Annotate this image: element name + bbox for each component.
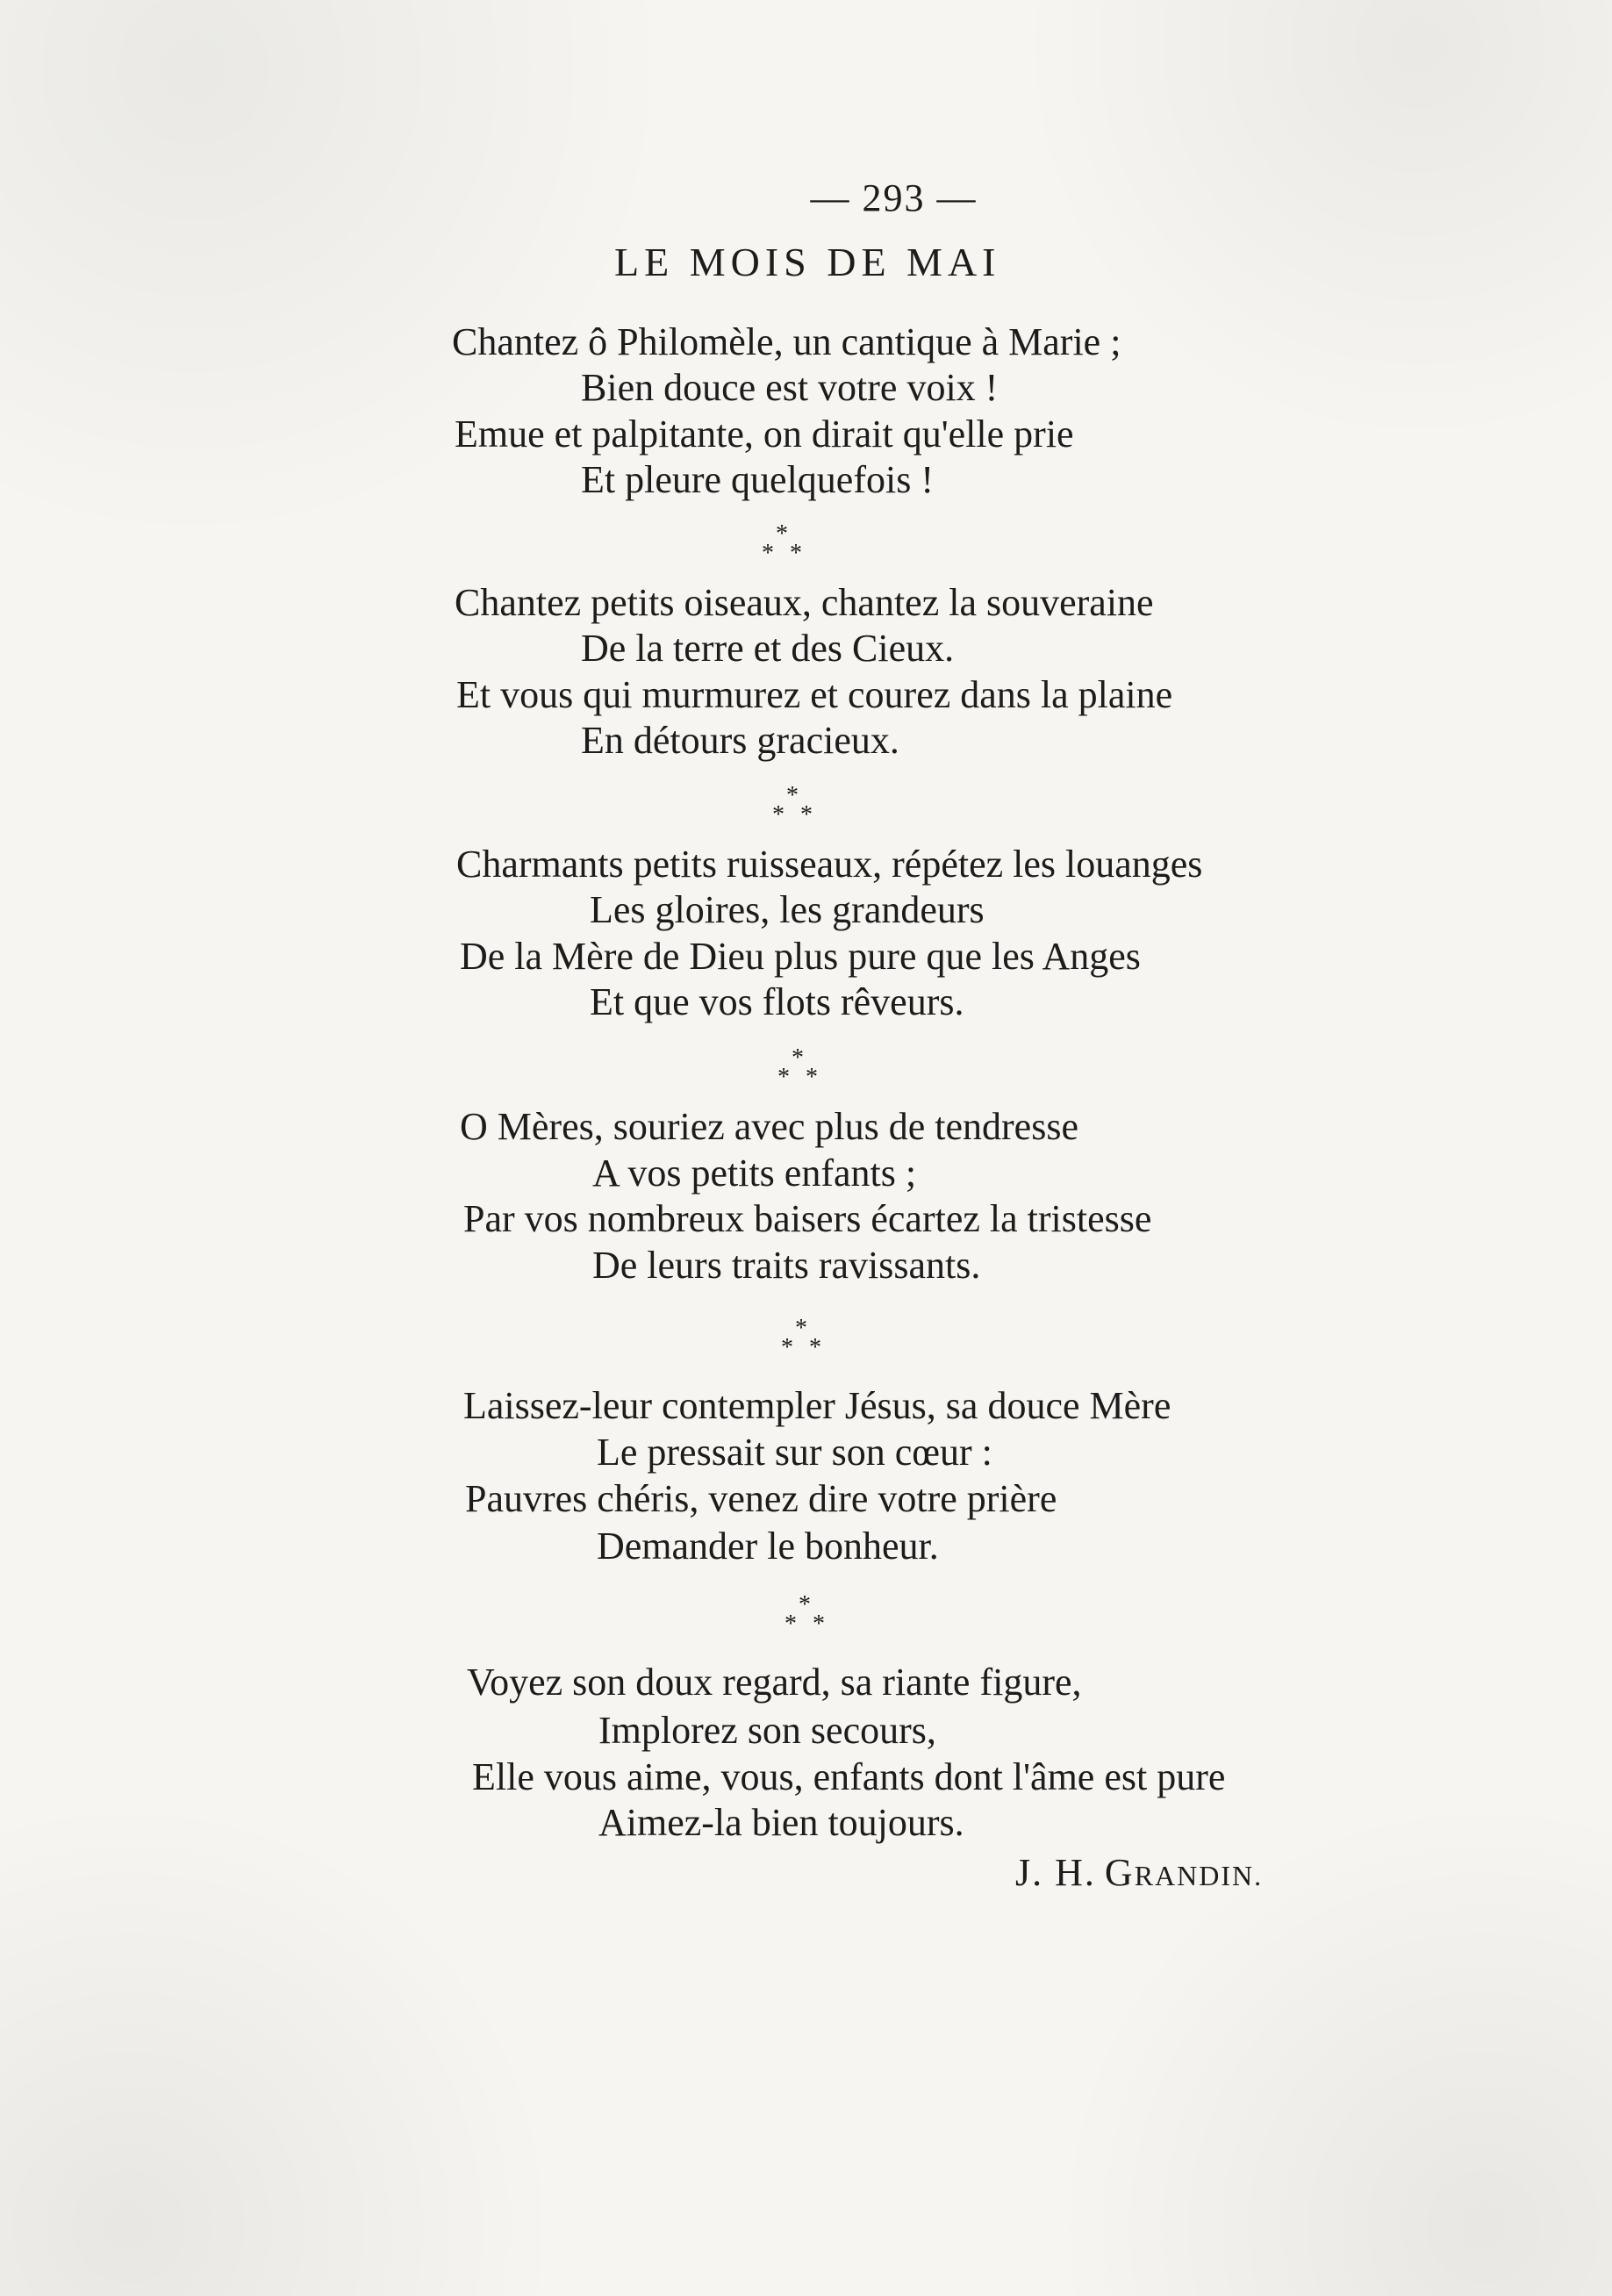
stanza-1-line-3: Emue et palpitante, on dirait qu'elle prie bbox=[455, 413, 1074, 456]
stanza-2-line-2: De la terre et des Cieux. bbox=[581, 627, 955, 670]
stanza-6-line-3: Elle vous aime, vous, enfants dont l'âme est pure bbox=[472, 1755, 1226, 1798]
stanza-2-line-3: Et vous qui murmurez et courez dans la plaine bbox=[456, 673, 1173, 716]
author-signature: J. H. GRANDIN. bbox=[1015, 1851, 1264, 1894]
stanza-2-line-4: En détours gracieux. bbox=[581, 719, 899, 762]
stanza-1-line-1: Chantez ô Philomèle, un cantique à Marie ; bbox=[452, 320, 1121, 363]
stanza-3-line-2: Les gloires, les grandeurs bbox=[590, 888, 985, 931]
stanza-6-line-4: Aimez-la bien toujours. bbox=[598, 1801, 964, 1844]
stanza-5-line-1: Laissez-leur contempler Jésus, sa douce Mère bbox=[463, 1384, 1171, 1427]
asterism-2: * * * bbox=[772, 782, 813, 829]
asterism-1: * * * bbox=[762, 520, 802, 567]
asterism-5: * * * bbox=[785, 1591, 825, 1638]
stanza-4-line-3: Par vos nombreux baisers écartez la tristesse bbox=[463, 1197, 1152, 1240]
stanza-6-line-2: Implorez son secours, bbox=[598, 1709, 936, 1752]
stanza-3-line-4: Et que vos flots rêveurs. bbox=[590, 980, 964, 1023]
stanza-1-line-2: Bien douce est votre voix ! bbox=[581, 366, 999, 409]
stanza-2-line-1: Chantez petits oiseaux, chantez la souveraine bbox=[455, 581, 1154, 624]
stanza-5-line-3: Pauvres chéris, venez dire votre prière bbox=[465, 1477, 1057, 1520]
stanza-3-line-1: Charmants petits ruisseaux, répétez les louanges bbox=[456, 843, 1203, 886]
stanza-1-line-4: Et pleure quelquefois ! bbox=[581, 458, 934, 501]
page-number: — 293 — bbox=[810, 176, 978, 219]
stanza-5-line-2: Le pressait sur son cœur : bbox=[597, 1431, 992, 1474]
asterism-4: * * * bbox=[781, 1315, 821, 1361]
asterism-3: * * * bbox=[777, 1044, 818, 1091]
stanza-6-line-1: Voyez son doux regard, sa riante figure, bbox=[467, 1661, 1082, 1704]
stanza-4-line-1: O Mères, souriez avec plus de tendresse bbox=[460, 1105, 1078, 1148]
poem-title: LE MOIS DE MAI bbox=[614, 240, 1001, 284]
stanza-4-line-2: A vos petits enfants ; bbox=[592, 1152, 917, 1195]
stanza-5-line-4: Demander le bonheur. bbox=[597, 1525, 939, 1568]
stanza-4-line-4: De leurs traits ravissants. bbox=[592, 1244, 981, 1287]
stanza-3-line-3: De la Mère de Dieu plus pure que les Anges bbox=[460, 935, 1141, 978]
